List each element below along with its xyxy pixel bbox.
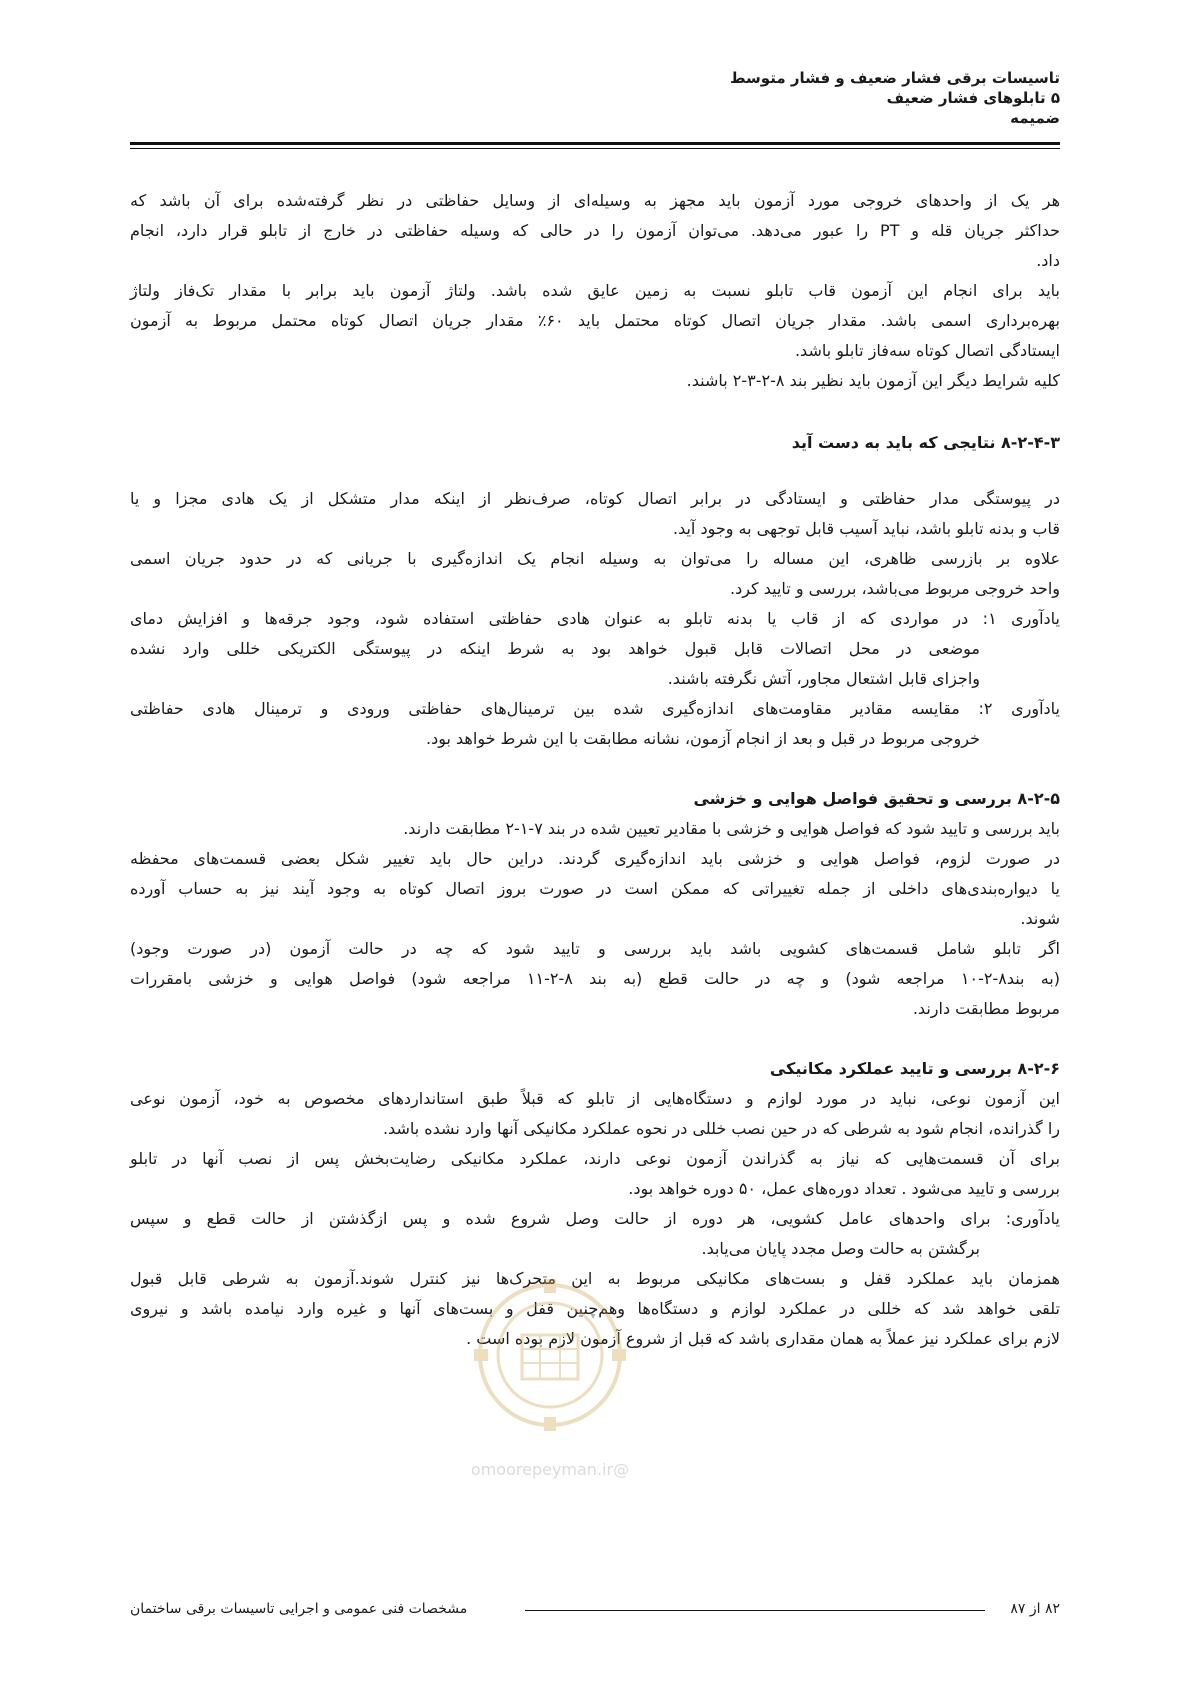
note-line: یادآوری ۲: مقایسه مقادیر مقاومت‌های اندازه‌گیری شده بین ترمینال‌های حفاظتی ورودی و ترمینال هادی حفاظتی (130, 699, 1061, 718)
page-header (130, 68, 1060, 128)
header-section-title: ضمیمه (1010, 109, 1060, 127)
note-2 (130, 694, 1060, 754)
section-heading: ۸-۲-۶ بررسی و تایید عملکرد مکانیکی (769, 1059, 1060, 1078)
paragraph-line: اگر تابلو شامل قسمت‌های کشویی باشد باید بررسی و تایید شود که چه در حالت آزمون (در صورت وجود) (130, 939, 1060, 958)
paragraph-line: داد. (1036, 251, 1060, 270)
paragraph-line: لازم برای عملکرد نیز عملاً به همان مقداری باشد که قبل از شروع آزمون لازم بوده است . (466, 1329, 1060, 1348)
page-number: ۸۲ از ۸۷ (1010, 1601, 1060, 1617)
paragraph-line: شوند. (1020, 909, 1060, 928)
paragraph-line: همزمان باید عملکرد قفل و بست‌های مکانیکی مربوط به این متحرک‌ها نیز کنترل شوند.آزمون به شرطی قابل قبول (130, 1269, 1060, 1288)
header-book-title: تاسیسات برقی فشار ضعیف و فشار متوسط (729, 69, 1060, 87)
section-clearance-creepage (130, 784, 1060, 1024)
page-footer (130, 1598, 1060, 1620)
paragraph-line: (به بند۸-۲-۱۰ مراجعه شود) و چه در حالت قطع (به بند ۸-۲-۱۱ مراجعه شود) فواصل هوایی و خزشی بامقررات (130, 969, 1060, 988)
note-line: خروجی مربوط در قبل و بعد از انجام آزمون، نشانه مطابقت با این شرط خواهد بود. (426, 729, 980, 748)
paragraph-line: هر یک از واحدهای خروجی مورد آزمون باید مجهز به وسیله‌ای از وسایل حفاظتی در نظر گرفته‌شده برای آن باشد که (130, 191, 1060, 210)
header-divider (130, 142, 1060, 151)
note-line: یادآوری: برای واحدهای عامل کشویی، هر دوره از حالت وصل شروع شده و پس ازگذشتن از حالت قطع و سپس (130, 1209, 1060, 1228)
section-expected-results (130, 428, 1060, 754)
note-line: برگشتن به حالت وصل مجدد پایان می‌یابد. (701, 1239, 980, 1258)
note-1 (130, 604, 1060, 694)
paragraph-line: تلقی خواهد شد که خللی در عملکرد لوازم و دستگاه‌ها وهم‌چنین قفل و بست‌های آنها و غیره وارد نیامده باشد و نیروی (130, 1299, 1060, 1318)
section-heading: ۸-۲-۴-۳ نتایجی که باید به دست آید (791, 433, 1060, 452)
paragraph-line: کلیه شرایط دیگر این آزمون باید نظیر بند ۸-۲-۳-۲ باشند. (686, 371, 1060, 390)
paragraph-line: باید برای انجام این آزمون قاب تابلو نسبت به زمین عایق شده باشد. ولتاژ آزمون باید برابر با مقدار تک‌فاز ولتاژ (130, 281, 1060, 300)
paragraph-line: ایستادگی اتصال کوتاه سه‌فاز تابلو باشد. (794, 341, 1060, 360)
note (130, 1204, 1060, 1264)
paragraph-line: علاوه بر بازرسی ظاهری، این مساله را می‌توان به وسیله انجام یک اندازه‌گیری با جریانی که در حدود جریان اسمی (130, 549, 1060, 568)
paragraph-line: واحد خروجی مربوط می‌باشد، بررسی و تایید کرد. (730, 579, 1060, 598)
paragraph-line: حداکثر جریان قله و PT را عبور می‌دهد. می‌توان آزمون را در حالی که وسیله حفاظتی در خارج از تابلو قرار دارد، انجام (130, 221, 1060, 240)
paragraph-line: در پیوستگی مدار حفاظتی و ایستادگی در برابر اتصال کوتاه، صرف‌نظر از اینکه مدار متشکل از یک هادی مجزا و یا (130, 489, 1060, 508)
paragraph-line: باید بررسی و تایید شود که فواصل هوایی و خزشی با مقادیر تعیین شده در بند ۷-۱-۲ مطابقت دارند. (403, 819, 1060, 838)
paragraph-line: یا دیواره‌بندی‌های داخلی از جمله تغییراتی که ممکن است در صورت بروز اتصال کوتاه به وجود آیند نیز به حساب آورده (130, 879, 1060, 898)
note-line: یادآوری ۱: در مواردی که از قاب یا بدنه تابلو به عنوان هادی حفاظتی استفاده شود، وجود جرقه‌ها و افزایش دمای (130, 609, 1061, 628)
paragraph-line: بررسی و تایید می‌شود . تعداد دوره‌های عمل، ۵۰ دوره خواهد بود. (628, 1179, 1060, 1198)
paragraph-line: بهره‌برداری اسمی باشد. مقدار جریان اتصال کوتاه محتمل باید ۶۰٪ مقدار جریان اتصال کوتاه محتمل مربوط به آزمون (130, 311, 1060, 330)
section-test-conditions (130, 186, 1060, 396)
paragraph-line: را گذرانده، انجام شود به شرطی که در حین نصب خللی در نحوه عملکرد مکانیکی آنها وارد نشده باشد. (382, 1119, 1060, 1138)
paragraph-line: مربوط مطابقت دارند. (912, 999, 1060, 1018)
header-chapter-title: ۵ تابلوهای فشار ضعیف (886, 89, 1060, 107)
section-heading: ۸-۲-۵ بررسی و تحقیق فواصل هوایی و خزشی (693, 789, 1060, 808)
paragraph-line: قاب و بدنه تابلو باشد، نباید آسیب قابل توجهی به وجود آید. (672, 519, 1060, 538)
note-line: واجزای قابل اشتعال مجاور، آتش نگرفته باشند. (667, 669, 980, 688)
page-body (130, 186, 1060, 1354)
footer-document-title: مشخصات فنی عمومی و اجرایی تاسیسات برقی ساختمان (130, 1601, 468, 1617)
paragraph-line: در صورت لزوم، فواصل هوایی و خزشی باید اندازه‌گیری گردند. دراین حال باید تغییر شکل بعضی قسمت‌های محفظه (130, 849, 1060, 868)
watermark-text: @omoorepeyman.ir (470, 1460, 630, 1479)
note-line: موضعی در محل اتصالات قابل قبول خواهد بود به شرط اینکه در پیوستگی الکتریکی خللی وارد نشده (130, 639, 980, 658)
footer-divider (525, 1610, 985, 1611)
watermark-logo (460, 1275, 640, 1485)
paragraph-line: این آزمون نوعی، نباید در مورد لوازم و دستگاه‌هایی از تابلو که قبلاً طبق استانداردهای مخصوص به خود، آزمون نوعی (130, 1089, 1060, 1108)
paragraph-line: برای آن قسمت‌هایی که نیاز به گذراندن آزمون نوعی دارند، عملکرد مکانیکی رضایت‌بخش پس از نصب آنها در تابلو (130, 1149, 1060, 1168)
